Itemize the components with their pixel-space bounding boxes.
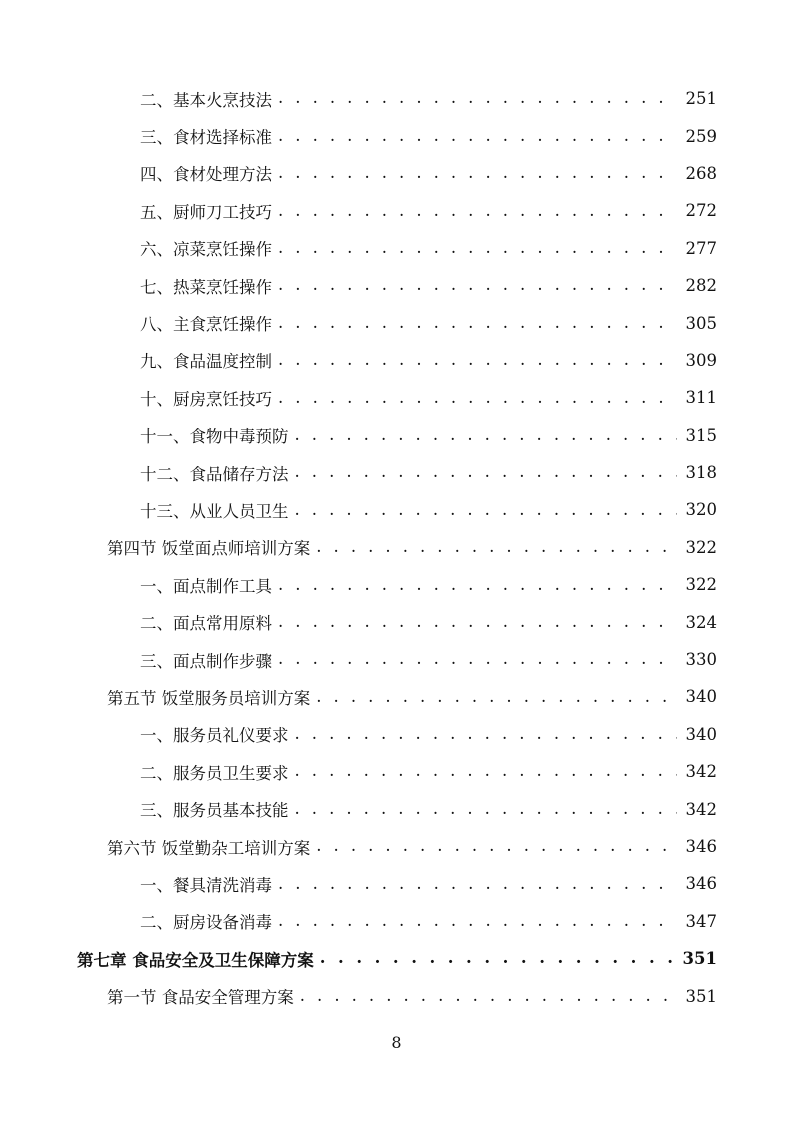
toc-entry-page: 259 bbox=[685, 126, 717, 146]
dot-leader bbox=[320, 950, 677, 967]
toc-entry-page: 342 bbox=[685, 762, 717, 782]
toc-entry-label: 第四节 饭堂面点师培训方案 bbox=[107, 539, 311, 559]
toc-entry-page: 340 bbox=[685, 687, 717, 707]
toc-entry-page: 309 bbox=[685, 350, 717, 370]
dot-leader bbox=[278, 240, 677, 257]
toc-entry-page: 282 bbox=[685, 276, 717, 296]
toc-entry-label: 第一节 食品安全管理方案 bbox=[107, 988, 294, 1008]
toc-entry-page: 251 bbox=[685, 89, 717, 109]
toc-entry-label: 一、餐具清洗消毒 bbox=[140, 875, 272, 895]
toc-entry-label: 三、服务员基本技能 bbox=[140, 801, 289, 821]
toc-entry-page: 268 bbox=[685, 163, 717, 183]
toc-entry[interactable] bbox=[0, 566, 793, 603]
dot-leader bbox=[295, 763, 678, 780]
toc-entry-page: 272 bbox=[685, 201, 717, 221]
toc-entry-label: 五、厨师刀工技巧 bbox=[140, 202, 272, 222]
toc-entry-label: 八、主食烹饪操作 bbox=[140, 315, 272, 335]
dot-leader bbox=[316, 838, 677, 855]
toc-entry-label: 二、基本火烹技法 bbox=[140, 90, 272, 110]
toc-entry-page: 322 bbox=[685, 537, 717, 557]
toc-entry-page: 346 bbox=[685, 874, 717, 894]
toc-entry-page: 346 bbox=[685, 837, 717, 856]
toc-entry-label: 一、服务员礼仪要求 bbox=[140, 726, 289, 746]
toc-entry[interactable] bbox=[0, 117, 793, 154]
dot-leader bbox=[295, 427, 678, 444]
dot-leader bbox=[278, 128, 677, 145]
dot-leader bbox=[295, 502, 678, 519]
dot-leader bbox=[278, 352, 677, 369]
dot-leader bbox=[278, 577, 677, 594]
toc-entry-label: 十、厨房烹饪技巧 bbox=[140, 389, 272, 409]
toc-entry-label: 六、凉菜烹饪操作 bbox=[140, 240, 272, 260]
toc-entry[interactable] bbox=[0, 529, 793, 566]
toc-entry-page: 330 bbox=[685, 650, 717, 670]
toc-entry[interactable] bbox=[0, 192, 793, 229]
toc-entry[interactable] bbox=[0, 641, 793, 678]
toc-entry[interactable] bbox=[0, 903, 793, 940]
toc-entry[interactable] bbox=[0, 977, 793, 1014]
toc-entry-page: 305 bbox=[685, 313, 717, 333]
dot-leader bbox=[278, 390, 677, 407]
dot-leader bbox=[295, 464, 678, 481]
toc-entry-page: 351 bbox=[685, 986, 717, 1006]
toc-entry-page: 318 bbox=[685, 463, 717, 483]
dot-leader bbox=[278, 203, 677, 220]
toc-entry[interactable] bbox=[0, 80, 793, 117]
toc-entry-label: 十二、食品储存方法 bbox=[140, 464, 289, 484]
dot-leader bbox=[278, 277, 677, 294]
dot-leader bbox=[316, 539, 677, 556]
toc-entry[interactable] bbox=[0, 491, 793, 528]
toc-entry[interactable] bbox=[0, 753, 793, 790]
dot-leader bbox=[316, 689, 677, 706]
dot-leader bbox=[278, 651, 677, 668]
toc-entry[interactable] bbox=[0, 940, 793, 977]
toc-entry[interactable] bbox=[0, 678, 793, 715]
toc-entry[interactable] bbox=[0, 267, 793, 304]
toc-entry[interactable] bbox=[0, 603, 793, 640]
toc-entry-page: 340 bbox=[685, 724, 717, 744]
toc-entry-page: 324 bbox=[685, 612, 717, 632]
toc-entry[interactable] bbox=[0, 155, 793, 192]
toc-entry-page: 322 bbox=[685, 575, 717, 595]
toc-entry-label: 第五节 饭堂服务员培训方案 bbox=[107, 688, 311, 708]
toc-entry[interactable] bbox=[0, 417, 793, 454]
toc-entry-label: 七、热菜烹饪操作 bbox=[140, 277, 272, 297]
toc-entry-page: 351 bbox=[682, 949, 717, 969]
toc-entry[interactable] bbox=[0, 454, 793, 491]
toc-entry-page: 315 bbox=[685, 425, 717, 445]
toc-entry-label: 十三、从业人员卫生 bbox=[140, 501, 289, 521]
page-number: 8 bbox=[391, 1033, 402, 1052]
toc-entry-label: 第七章 食品安全及卫生保障方案 bbox=[77, 950, 314, 970]
dot-leader bbox=[278, 90, 677, 107]
dot-leader bbox=[278, 315, 677, 332]
toc-entry[interactable] bbox=[0, 790, 793, 827]
dot-leader bbox=[278, 165, 677, 182]
toc-entry-label: 九、食品温度控制 bbox=[140, 352, 272, 372]
toc-entry-label: 四、食材处理方法 bbox=[140, 165, 272, 185]
toc-entry-label: 一、面点制作工具 bbox=[140, 576, 272, 596]
toc-entry[interactable] bbox=[0, 716, 793, 753]
dot-leader bbox=[300, 988, 677, 1005]
dot-leader bbox=[295, 801, 678, 818]
table-of-contents bbox=[0, 80, 793, 1015]
toc-entry-label: 三、面点制作步骤 bbox=[140, 651, 272, 671]
toc-entry-label: 第六节 饭堂勤杂工培训方案 bbox=[107, 838, 311, 858]
dot-leader bbox=[295, 726, 678, 743]
toc-entry[interactable] bbox=[0, 304, 793, 341]
toc-entry-label: 三、食材选择标准 bbox=[140, 128, 272, 148]
toc-entry-label: 十一、食物中毒预防 bbox=[140, 427, 289, 447]
toc-entry-page: 277 bbox=[685, 238, 717, 258]
dot-leader bbox=[278, 614, 677, 631]
toc-entry-page: 342 bbox=[685, 799, 717, 819]
dot-leader bbox=[278, 876, 677, 893]
toc-entry[interactable] bbox=[0, 828, 793, 865]
dot-leader bbox=[278, 913, 677, 930]
toc-entry-label: 二、服务员卫生要求 bbox=[140, 763, 289, 783]
toc-entry-label: 二、面点常用原料 bbox=[140, 614, 272, 634]
toc-entry-page: 311 bbox=[685, 388, 717, 408]
toc-entry[interactable] bbox=[0, 230, 793, 267]
toc-entry-label: 二、厨房设备消毒 bbox=[140, 913, 272, 933]
toc-entry-page: 320 bbox=[685, 500, 717, 520]
toc-entry[interactable] bbox=[0, 379, 793, 416]
toc-entry-page: 347 bbox=[685, 911, 717, 931]
toc-entry[interactable] bbox=[0, 865, 793, 902]
toc-entry[interactable] bbox=[0, 342, 793, 379]
